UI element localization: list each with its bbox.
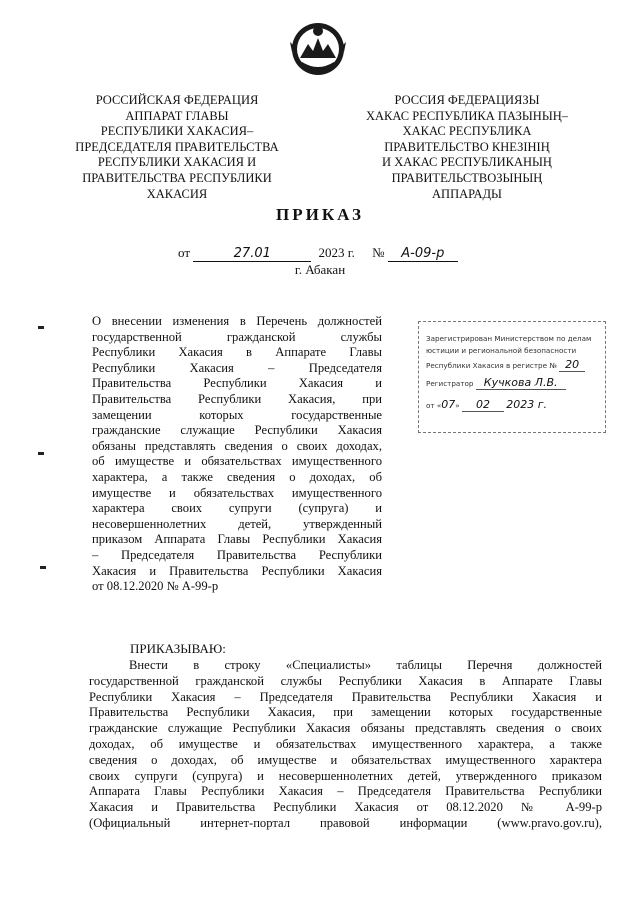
body-line: своих супруги (супруга) и несовершеннолетних детей, утвержденного приказом <box>89 768 602 783</box>
body-line: сведения о доходах, об имуществе и обязательствах имущественного характера <box>89 752 602 767</box>
stamp-date-month: 02 <box>462 398 504 412</box>
order-subject <box>92 314 382 595</box>
subject-line: обязаны представлять сведения о своих доходах, <box>92 438 382 453</box>
stamp-date-day: 07 <box>441 398 456 411</box>
subject-line: от 08.12.2020 № А-99-р <box>92 579 219 594</box>
subject-line: Республики Хакасия в Аппарате Главы <box>92 345 382 360</box>
header-left-line: ХАКАСИЯ <box>146 186 208 201</box>
subject-line: характера, а также сведения о доходах, об <box>92 469 382 484</box>
date-prefix: от <box>178 245 191 260</box>
body-line: (Официальный интернет-портал правовой информации (www.pravo.gov.ru), <box>89 815 602 830</box>
stamp-line: от «07» 02 2023 г. <box>426 398 548 411</box>
header-right-line: ПРАВИТЕЛЬСТВОЗЫНЫҢ <box>391 170 543 185</box>
body-line: Республики Хакасия – Председателя Правительства Республики Хакасия и <box>89 689 602 704</box>
stamp-reg-number: 20 <box>559 358 585 372</box>
header-left-line: АППАРАТ ГЛАВЫ <box>125 108 229 123</box>
header-left <box>60 93 294 202</box>
subject-line: Правительства Республики Хакасия и <box>92 376 382 391</box>
stamp-registrar-name: Кучкова Л.В. <box>476 376 566 390</box>
stamp-line <box>426 358 585 371</box>
margin-mark <box>38 452 44 455</box>
order-body <box>89 658 602 832</box>
order-number: А-09-р <box>388 246 458 262</box>
subject-line: – Председателя Правительства Республики <box>92 547 382 562</box>
subject-line: Республики Хакасия – Председателя <box>92 360 382 375</box>
city: г. Абакан <box>294 262 346 277</box>
subject-line: характера своих супруги (супруга) и <box>92 501 382 516</box>
header-right-line: И ХАКАС РЕСПУБЛИКАНЫҢ <box>382 155 552 170</box>
subject-line: гражданские служащие Республики Хакасия <box>92 423 382 438</box>
subject-line: О внесении изменения в Перечень должностей <box>92 314 382 328</box>
body-line: гражданские служащие Республики Хакасия обязаны представлять сведения о своих <box>89 721 602 736</box>
number-prefix: № <box>372 245 385 260</box>
header-right <box>338 93 596 202</box>
header-left-line: ПРАВИТЕЛЬСТВА РЕСПУБЛИКИ <box>82 170 272 185</box>
stamp-registry-label: Республики Хакасия в регистре № <box>426 361 557 370</box>
stamp-line <box>426 376 566 389</box>
subject-line: приказом Аппарата Главы Республики Хакасия <box>92 532 382 547</box>
subject-line: государственной гражданской службы <box>92 329 382 344</box>
header-left-line: РЕСПУБЛИКИ ХАКАСИЯ– <box>100 124 254 139</box>
republic-emblem-icon <box>288 18 348 78</box>
header-right-line: РОССИЯ ФЕДЕРАЦИЯЗЫ <box>394 93 540 107</box>
body-line: Правительства Республики Хакасия, при замещении которых государственные <box>89 705 602 720</box>
registration-stamp <box>418 321 606 433</box>
subject-line: замещении которых государственные <box>92 407 382 422</box>
order-word: ПРИКАЗЫВАЮ: <box>130 641 226 656</box>
stamp-date-year: 2023 г. <box>506 398 548 411</box>
stamp-line: Зарегистрирован Министерством по делам <box>426 334 592 343</box>
body-line: Хакасия и Правительства Республики Хакасия от 08.12.2020 № А-99-р <box>89 800 602 815</box>
date-year: 2023 г. <box>318 245 355 260</box>
subject-line: Правительства Республики Хакасия, при <box>92 391 382 406</box>
subject-line: об имуществе и обязательствах имущественного <box>92 454 382 469</box>
body-line: Внести в строку «Специалисты» таблицы Перечня должностей <box>129 658 602 672</box>
header-right-line: ХАКАС РЕСПУБЛИКА <box>402 124 532 139</box>
document-title: ПРИКАЗ <box>276 205 364 224</box>
stamp-registrar-label: Регистратор <box>426 379 474 388</box>
body-line: доходах, об имуществе и обязательствах имущественного характера, а также <box>89 736 602 751</box>
header-right-line: АППАРАДЫ <box>432 186 502 201</box>
date-day-month: 27.01 <box>193 246 311 262</box>
stamp-date-prefix: от « <box>426 401 442 410</box>
header-right-line: ХАКАС РЕСПУБЛИКА ПАЗЫНЫҢ– <box>365 108 569 123</box>
subject-line: несовершеннолетних детей, утвержденный <box>92 516 382 531</box>
date-line <box>178 245 458 262</box>
header-left-line: ПРЕДСЕДАТЕЛЯ ПРАВИТЕЛЬСТВА <box>75 139 279 154</box>
subject-line: имуществе и обязательствах имущественного <box>92 485 382 500</box>
subject-line: Хакасия и Правительства Республики Хакасия <box>92 563 382 578</box>
margin-mark <box>40 566 46 569</box>
stamp-line: юстиции и региональной безопасности <box>426 346 577 355</box>
header-left-line: РОССИЙСКАЯ ФЕДЕРАЦИЯ <box>95 93 259 107</box>
body-line: Аппарата Главы Республики Хакасия – Председателя Правительства Республики <box>89 784 602 799</box>
header-right-line: ПРАВИТЕЛЬСТВО КНЕЗIНIҢ <box>384 139 550 154</box>
header-left-line: РЕСПУБЛИКИ ХАКАСИЯ И <box>97 155 257 170</box>
body-line: государственной гражданской службы Республики Хакасия в Аппарате Главы <box>89 673 602 688</box>
margin-mark <box>38 326 44 329</box>
